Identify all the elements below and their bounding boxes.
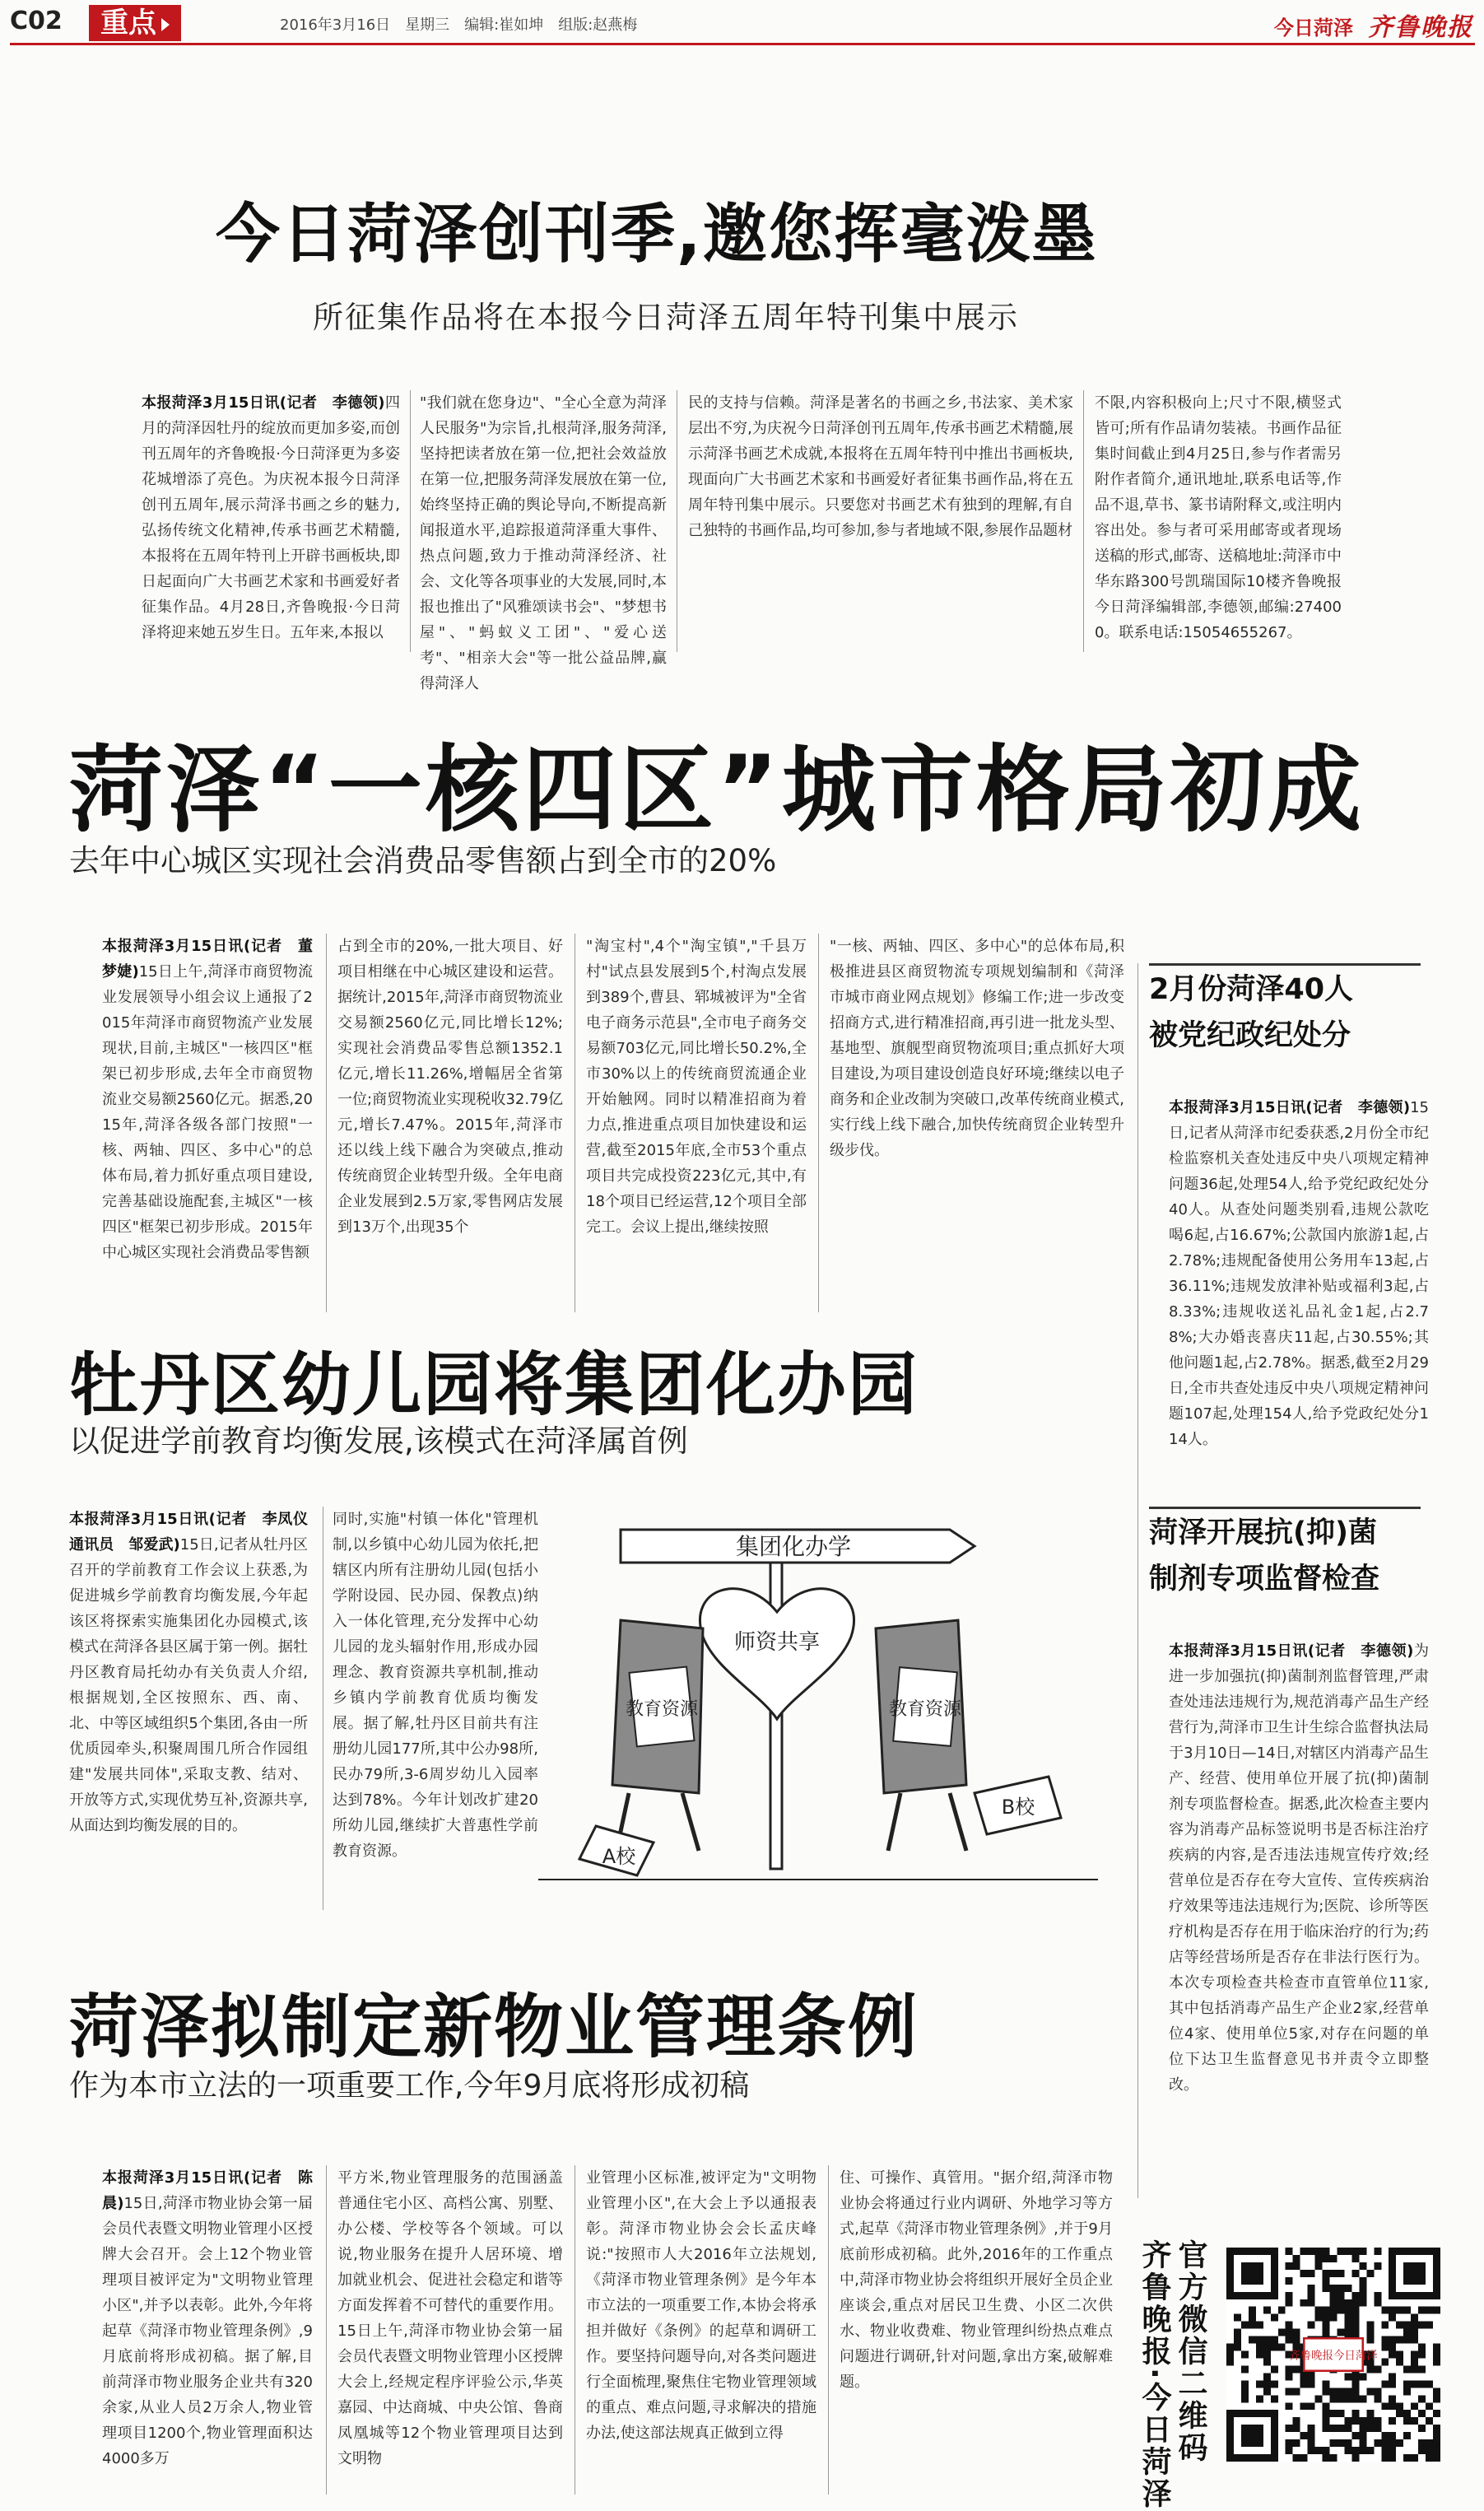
chevron-right-icon: [161, 18, 170, 31]
issue-meta: 2016年3月16日 星期三 编辑:崔如坤 组版:赵燕梅: [280, 16, 638, 34]
column-divider: [818, 934, 819, 1312]
subhead-city-layout: 去年中心城区实现社会消费品零售额占到全市的20%: [69, 843, 777, 878]
side2-text: 为进一步加强抗(抑)菌制剂监督管理,严肃查处违法违规行为,规范消毒产品生产经营行为,菏泽市卫生计生综合监督执法局于3月10日—14日,对辖区内消毒产品生产、经营、使用单位开展了抗(抑)菌制剂专项监督检查。据悉,此次检查主要内容为消毒产品标签说明书是否标注治疗疾病的内容,是否违法违规宣传疗效;经营单位是否存在夸大宣传、宣传疾病治疗效果等违法违规行为;医院、诊所等医疗机构是否存在用于临床治疗的行为;药店等经营场所是否存在非法行医行为。本次专项检查共检查市直管单位11家,其中包括消毒产品生产企业2家,经营单位4家、使用单位5家,对存在问题的单位下达卫生监督意见书并责令立即整改。: [1169, 1642, 1430, 2094]
article4-column-1: [102, 2165, 313, 2495]
headline-city-layout: 菏泽“一核四区”城市格局初成: [69, 735, 1365, 845]
article2-text-1: 15日上午,菏泽市商贸物流业发展领导小组会议上通报了2015年菏泽市商贸物流产业发展现状,目前,主城区"一核四区"框架已初步形成,去年全市商贸物流业交易额2560亿元。据悉,2015年,菏泽各级各部门按照"一核、两轴、四区、多中心"的总体布局,着力抓好重点项目建设,完善基础设施配套,主城区"一核四区"框架已初步形成。2015年中心城区实现社会消费品零售额: [102, 963, 314, 1261]
qr-code-icon[interactable]: [1226, 2248, 1440, 2462]
article3-text-2: 同时,实施"村镇一体化"管理机制,以乡镇中心幼儿园为依托,把辖区内所有注册幼儿园(包括小学附设园、民办园、保教点)纳入一体化管理,充分发挥中心幼儿园的龙头辐射作用,形成办园理念、教育资源共享机制,推动乡镇内学前教育优质均衡发展。据了解,牡丹区目前共有注册幼儿园177所,其中公办98所,民办79所,3-6周岁幼儿入园率达到78%。今年计划改扩建20所幼儿园,继续扩大普惠性学前教育资源。: [333, 1511, 538, 1860]
subhead-property-regulation: 作为本市立法的一项重要工作,今年9月底将形成初稿: [69, 2069, 750, 2103]
subhead-kindergarten: 以促进学前教育均衡发展,该模式在菏泽属首例: [69, 1423, 688, 1459]
header-rule: [10, 43, 1475, 45]
article4-dateline: 本报菏泽3月15日讯(记者 陈晨): [102, 2169, 313, 2212]
side-rule: [1149, 1507, 1421, 1509]
qr-caption: [1136, 2239, 1208, 2510]
qr-logo-text: 齐鲁晚报今日菏泽: [1289, 2350, 1378, 2363]
article3-column-1: [69, 1507, 323, 1943]
article4-column-3: [586, 2165, 816, 2495]
column-divider: [1083, 390, 1084, 652]
article3-dateline: 本报菏泽3月15日讯(记者 李凤仪 通讯员 邹爱武): [69, 1511, 323, 1554]
article4-text-3: 业管理小区标准,被评定为"文明物业管理小区",在大会上予以通报表彰。菏泽市物业协会会长孟庆峰说:"按照市人大2016年立法规划,《菏泽市物业管理条例》是今年本市立法的一项重要工作,本协会将承担并做好《条例》的起草和调研工作。要坚持问题导向,对各类问题进行全面梳理,聚焦住宅物业管理领域的重点、难点问题,寻求解决的措施办法,使这部法规真正做到立得: [586, 2169, 816, 2442]
section-label: [89, 5, 181, 41]
article1-dateline: 本报菏泽3月15日讯(记者 李德领): [142, 394, 385, 412]
side1-body: [1169, 1095, 1429, 1498]
page-number: C02: [10, 7, 63, 35]
article2-dateline: 本报菏泽3月15日讯(记者 董梦婕): [102, 938, 313, 981]
side2-dateline: 本报菏泽3月15日讯(记者 李德领): [1169, 1642, 1414, 1660]
article2-column-2: [337, 934, 563, 1337]
article2-text-3: "淘宝村",4个"淘宝镇","千县万村"试点县发展到5个,村淘点发展到389个,曹县、郓城被评为"全省电子商务示范县",全市电子商务交易额703亿元,同比增长50.2%,全市30%以上的传统商贸流通企业开始触网。同时以精准招商为着力点,推进重点项目加快建设和运营,截至2015年底,全市53个重点项目共完成投资223亿元,其中,有18个项目已经运营,12个项目全部完工。会议上提出,继续按照: [586, 938, 807, 1236]
article4-column-2: [337, 2165, 563, 2495]
article2-column-1: [102, 934, 313, 1337]
book-b-label: 教育资源: [888, 1699, 962, 1720]
side2-body: [1169, 1638, 1429, 2182]
side1-dateline: 本报菏泽3月15日讯(记者 李德领): [1169, 1099, 1411, 1116]
article4-text-2: 平方米,物业管理服务的范围涵盖普通住宅小区、高档公寓、别墅、办公楼、学校等各个领域。可以说,物业服务在提升人居环境、增加就业机会、促进社会稳定和谐等方面发挥着不可替代的重要作用。15日上午,菏泽市物业协会第一届会员代表暨文明物业管理小区授牌大会上,经规定程序评验公示,华英嘉园、中达商城、中央公馆、鲁商凤凰城等12个物业管理项目达到文明物: [337, 2169, 563, 2467]
article4-column-4: [840, 2165, 1113, 2495]
subhead-creation-season: 所征集作品将在本报今日菏泽五周年特刊集中展示: [313, 300, 1019, 335]
column-divider: [410, 390, 411, 652]
headline-creation-season: 今日菏泽创刊季,邀您挥毫泼墨: [216, 198, 1098, 272]
article2-text-2: 占到全市的20%,一批大项目、好项目相继在中心城区建设和运营。据统计,2015年,菏泽市商贸物流业交易额2560亿元,同比增长12%;实现社会消费品零售总额1352.1亿元,增长11.26%,增幅居全省第一位;商贸物流业实现税收32.79亿元,增长7.47%。2015年,菏泽市还以线上线下融合为突破点,推动传统商贸企业转型升级。全年电商企业发展到2.5万家,零售网店发展到13万个,出现35个: [337, 938, 563, 1236]
banner-sign-label: 集团化办学: [735, 1533, 852, 1560]
article1-column-4: [1095, 390, 1342, 652]
sign-b-label: B校: [1001, 1796, 1035, 1819]
column-divider: [326, 934, 327, 1312]
headline-kindergarten: 牡丹区幼儿园将集团化办园: [69, 1344, 919, 1425]
side-rule: [1149, 963, 1421, 966]
article4-text-1: 15日,菏泽市物业协会第一届会员代表暨文明物业管理小区授牌大会召开。会上12个物业管理项目被评定为"文明物业管理小区",并予以表彰。此外,今年将起草《菏泽市物业管理条例》,9月底前将形成初稿。据了解,目前菏泽市物业服务企业共有320余家,从业人员2万余人,物业管理项目1200个,物业管理面积达4000多万: [102, 2195, 313, 2467]
column-divider: [828, 2165, 829, 2495]
article1-text-1: 四月的菏泽因牡丹的绽放而更加多姿,而创刊五周年的齐鲁晚报·今日菏泽更为多姿花城增添了亮色。为庆祝本报今日菏泽创刊五周年,展示菏泽书画之乡的魅力,弘扬传统文化精神,传承书画艺术精髓,本报将在五周年特刊上开辟书画板块,即日起面向广大书画艺术家和书画爱好者征集作品。4月28日,齐鲁晚报·今日菏泽将迎来她五岁生日。五年来,本报以: [142, 394, 400, 641]
sign-a-label: A校: [602, 1845, 636, 1868]
side-headline-antibacterial: [1149, 1510, 1462, 1602]
qr-caption-line2: 齐鲁晚报·今日菏泽: [1137, 2239, 1171, 2510]
cartoon-illustration: [522, 1513, 1114, 1890]
article2-column-3: [586, 934, 807, 1337]
article1-column-3: [688, 390, 1073, 652]
headline-property-regulation: 菏泽拟制定新物业管理条例: [69, 1987, 919, 2067]
side1-title-line1: 2月份菏泽40人: [1149, 973, 1354, 1006]
article1-column-2: [420, 390, 667, 692]
article2-column-4: [830, 934, 1124, 1337]
article1-text-3: 民的支持与信赖。菏泽是著名的书画之乡,书法家、美术家层出不穷,为庆祝今日菏泽创刊五周年,传承书画艺术精髓,展示菏泽书画艺术成就,本报将在五周年特刊中推出书画板块,现面向广大书画艺术家和书画爱好者征集书画作品,将在五周年特刊集中展示。只要您对书画艺术有独到的理解,有自己独特的书画作品,均可参加,参与者地域不限,参展作品题材: [688, 394, 1073, 539]
edition-name: 今日菏泽: [1274, 16, 1353, 40]
side1-title-line2: 被党纪政纪处分: [1149, 1019, 1351, 1052]
side2-title-line1: 菏泽开展抗(抑)菌: [1149, 1516, 1377, 1549]
book-a-label: 教育资源: [625, 1699, 699, 1720]
heart-sign-label: 师资共享: [733, 1630, 821, 1655]
side2-title-line2: 制剂专项监督检查: [1149, 1563, 1380, 1596]
article4-text-4: 住、可操作、真管用。"据介绍,菏泽市物业协会将通过行业内调研、外地学习等方式,起草《菏泽市物业管理条例》,并于9月底前形成初稿。此外,2016年的工作重点中,菏泽市物业协会将组织开展好全员企业座谈会,重点对居民卫生费、小区二次供水、物业收费难、物业管理纠纷热点难点问题进行调研,针对问题,拿出方案,破解难题。: [840, 2169, 1113, 2391]
column-divider: [326, 2165, 327, 2495]
article3-column-2: [333, 1507, 538, 1918]
section-name: 重点: [100, 7, 156, 40]
side-headline-discipline: [1149, 967, 1462, 1059]
article1-column-1: [142, 390, 400, 652]
article3-text-1: 15日,记者从牡丹区召开的学前教育工作会议上获悉,为促进城乡学前教育均衡发展,今年起该区将探索实施集团化办园模式,该模式在菏泽各县区属于第一例。据牡丹区教育局托幼办有关负责人介绍,根据规划,全区按照东、西、南、北、中等区域组织5个集团,各由一所优质园牵头,积聚周围几所合作园组建"发展共同体",采取支教、结对、开放等方式,实现优势互补,资源共享,从面达到均衡发展的目的。: [69, 1536, 308, 1834]
side-column-divider: [1137, 963, 1138, 2198]
newspaper-logo: 齐鲁晚报: [1368, 13, 1473, 42]
side1-text: 15日,记者从菏泽市纪委获悉,2月份全市纪检监察机关查处违反中央八项规定精神问题36起,处理54人,给予党纪政纪处分40人。从查处问题类别看,违规公款吃喝6起,占16.67%;公款国内旅游1起,占2.78%;违规配备使用公务用车13起,占36.11%;违规发放津补贴或福利3起,占8.33%;违规收送礼品礼金1起,占2.78%;大办婚丧喜庆11起,占30.55%;其他问题1起,占2.78%。据悉,截至2月29日,全市共查处违反中央八项规定精神问题107起,处理154人,给予党政纪处分114人。: [1169, 1099, 1429, 1448]
article2-text-4: "一核、两轴、四区、多中心"的总体布局,积极推进县区商贸物流专项规划编制和《菏泽市城市商业网点规划》修编工作;进一步改变招商方式,进行精准招商,再引进一批龙头型、基地型、旗舰型商贸物流项目;重点抓好大项目建设,为项目建设创造良好环境;继续以电子商务和企业改制为突破口,改革传统商业模式,实行线上线下融合,加快传统商贸企业转型升级步伐。: [830, 938, 1124, 1159]
article1-text-2: "我们就在您身边"、"全心全意为菏泽人民服务"为宗旨,扎根菏泽,服务菏泽,坚持把读者放在第一位,把社会效益放在第一位,把服务菏泽发展放在第一位,始终坚持正确的舆论导向,不断提高新闻报道水平,追踪报道菏泽重大事件、热点问题,致力于推动菏泽经济、社会、文化等各项事业的大发展,同时,本报也推出了"风雅颂读书会"、"梦想书屋"、"蚂蚁义工团"、"爱心送考"、"相亲大会"等一批公益品牌,赢得菏泽人: [420, 394, 667, 692]
article1-text-4: 不限,内容积极向上;尺寸不限,横竖式皆可;所有作品请勿装裱。书画作品征集时间截止到4月25日,参与作者需另附作者简介,通讯地址,联系电话等,作品不退,草书、篆书请附释文,或注明内容出处。参与者可采用邮寄或者现场送稿的形式,邮寄、送稿地址:菏泽市中华东路300号凯瑞国际10楼齐鲁晚报今日菏泽编辑部,李德领,邮编:274000。联系电话:15054655267。: [1095, 394, 1342, 641]
qr-caption-line1: 官方微信二维码: [1174, 2239, 1207, 2464]
book-b-legs: [888, 1793, 966, 1851]
